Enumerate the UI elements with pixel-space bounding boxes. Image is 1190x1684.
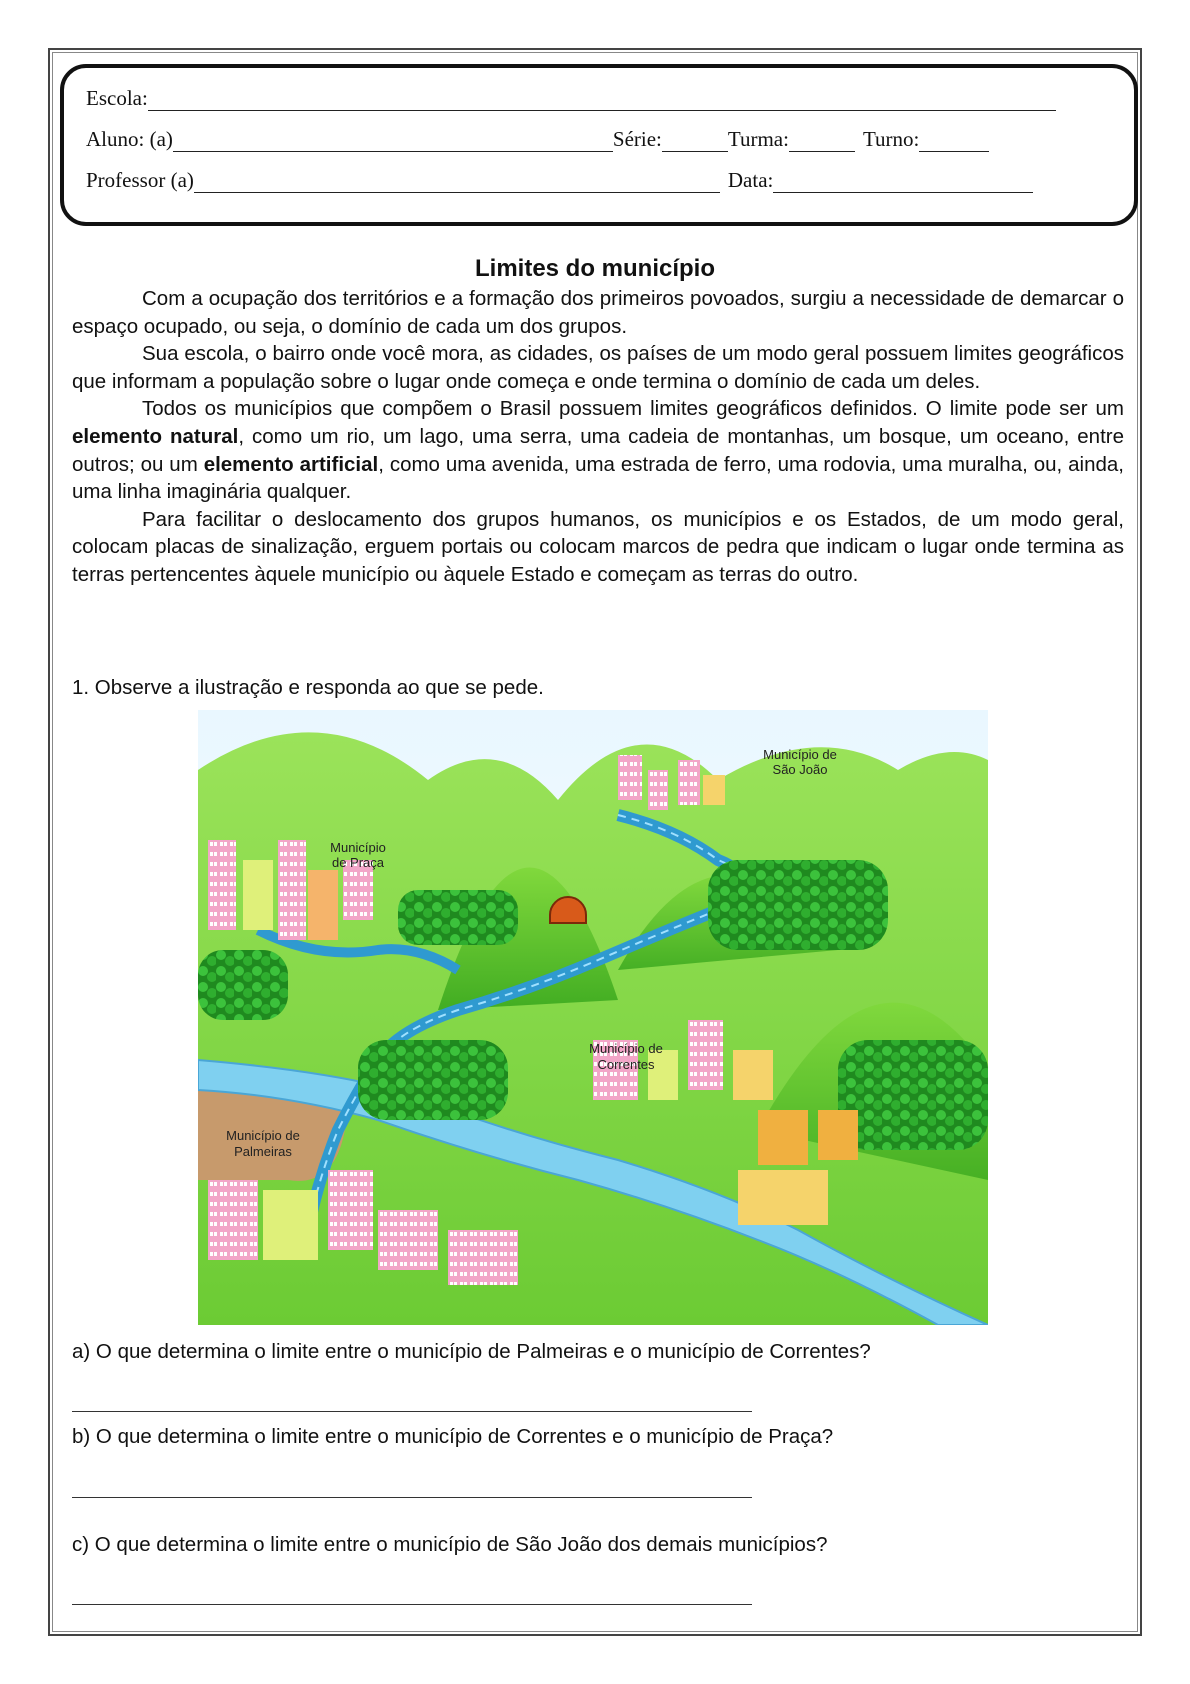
professor-field[interactable] (194, 172, 720, 193)
label-palmeiras-line2: Palmeiras (234, 1144, 292, 1159)
aluno-field[interactable] (173, 131, 613, 152)
label-praca-line2: de Praça (331, 855, 385, 870)
turma-field[interactable] (789, 131, 855, 152)
label-sao-joao-line1: Município de (763, 747, 837, 762)
professor-row (86, 168, 1033, 193)
forest-2 (708, 860, 888, 950)
question-b: b) O que determina o limite entre o município de Correntes e o município de Praça? (72, 1425, 834, 1448)
label-correntes-line1: Município de (589, 1041, 663, 1056)
paragraph-2: Sua escola, o bairro onde você mora, as cidades, os países de um modo geral possuem limites geográficos que informam a população sobre o lugar onde começa e onde termina o domínio de cada um deles. (72, 342, 1124, 393)
label-palmeiras-line1: Município de (226, 1128, 300, 1143)
answer-line-a[interactable] (72, 1410, 752, 1412)
artificial-element-term: elemento artificial (203, 452, 379, 476)
professor-label: Professor (a) (86, 168, 194, 192)
data-label: Data: (727, 168, 774, 192)
data-field[interactable] (773, 172, 1033, 193)
paragraph-3 (72, 395, 1124, 505)
turno-label: Turno: (862, 127, 920, 151)
paragraph-3-part-b: , como um rio, um lago, uma serra, uma cadeia de montanhas, um bosque, um oceano, entre outros; ou um (72, 424, 1124, 476)
municipalities-illustration (198, 710, 988, 1325)
page-title: Limites do município (474, 255, 715, 282)
paragraph-1: Com a ocupação dos territórios e a formação dos primeiros povoados, surgiu a necessidade de demarcar o espaço ocupado, ou seja, o domínio de cada um dos grupos. (72, 287, 1124, 338)
turma-label: Turma: (727, 127, 789, 151)
turno-field[interactable] (919, 131, 989, 152)
question-lead: 1. Observe a ilustração e responda ao que se pede. (72, 676, 544, 699)
paragraph-4: Para facilitar o deslocamento dos grupos humanos, os municípios e os Estados, de um modo geral, colocam placas de sinalização, erguem portais ou colocam marcos de pedra que indicam o lugar onde termina as terras pertencentes àquele município ou àquele Estado e começam as terras do outro. (72, 507, 1124, 586)
question-a: a) O que determina o limite entre o município de Palmeiras e o município de Correntes? (72, 1340, 871, 1363)
serie-field[interactable] (662, 131, 728, 152)
escola-label: Escola: (86, 86, 148, 110)
student-info-header (60, 64, 1138, 226)
escola-field[interactable] (148, 90, 1056, 111)
aluno-label: Aluno: (a) (86, 127, 173, 151)
body-text (72, 285, 1124, 589)
forest-4 (358, 1040, 508, 1120)
label-correntes-line2: Correntes (597, 1057, 655, 1072)
forest-5 (838, 1040, 988, 1150)
tunnel (550, 897, 586, 923)
answer-line-b[interactable] (72, 1496, 752, 1498)
question-c: c) O que determina o limite entre o município de São João dos demais municípios? (72, 1533, 828, 1556)
label-praca-line1: Município (330, 840, 386, 855)
natural-element-term: elemento natural (72, 424, 239, 448)
forest-3 (198, 950, 288, 1020)
label-sao-joao-line2: São João (772, 762, 828, 777)
forest-1 (398, 890, 518, 945)
serie-label: Série: (612, 127, 662, 151)
escola-row (86, 86, 1056, 111)
paragraph-3-part-a: Todos os municípios que compõem o Brasil possuem limites geográficos definidos. O limite pode ser um (142, 397, 1124, 421)
answer-line-c[interactable] (72, 1603, 752, 1605)
aluno-row (86, 127, 989, 152)
paragraph-3-part-c: , como uma avenida, uma estrada de ferro, uma rodovia, uma muralha, ou, ainda, uma linha imaginária qualquer. (72, 452, 1124, 504)
